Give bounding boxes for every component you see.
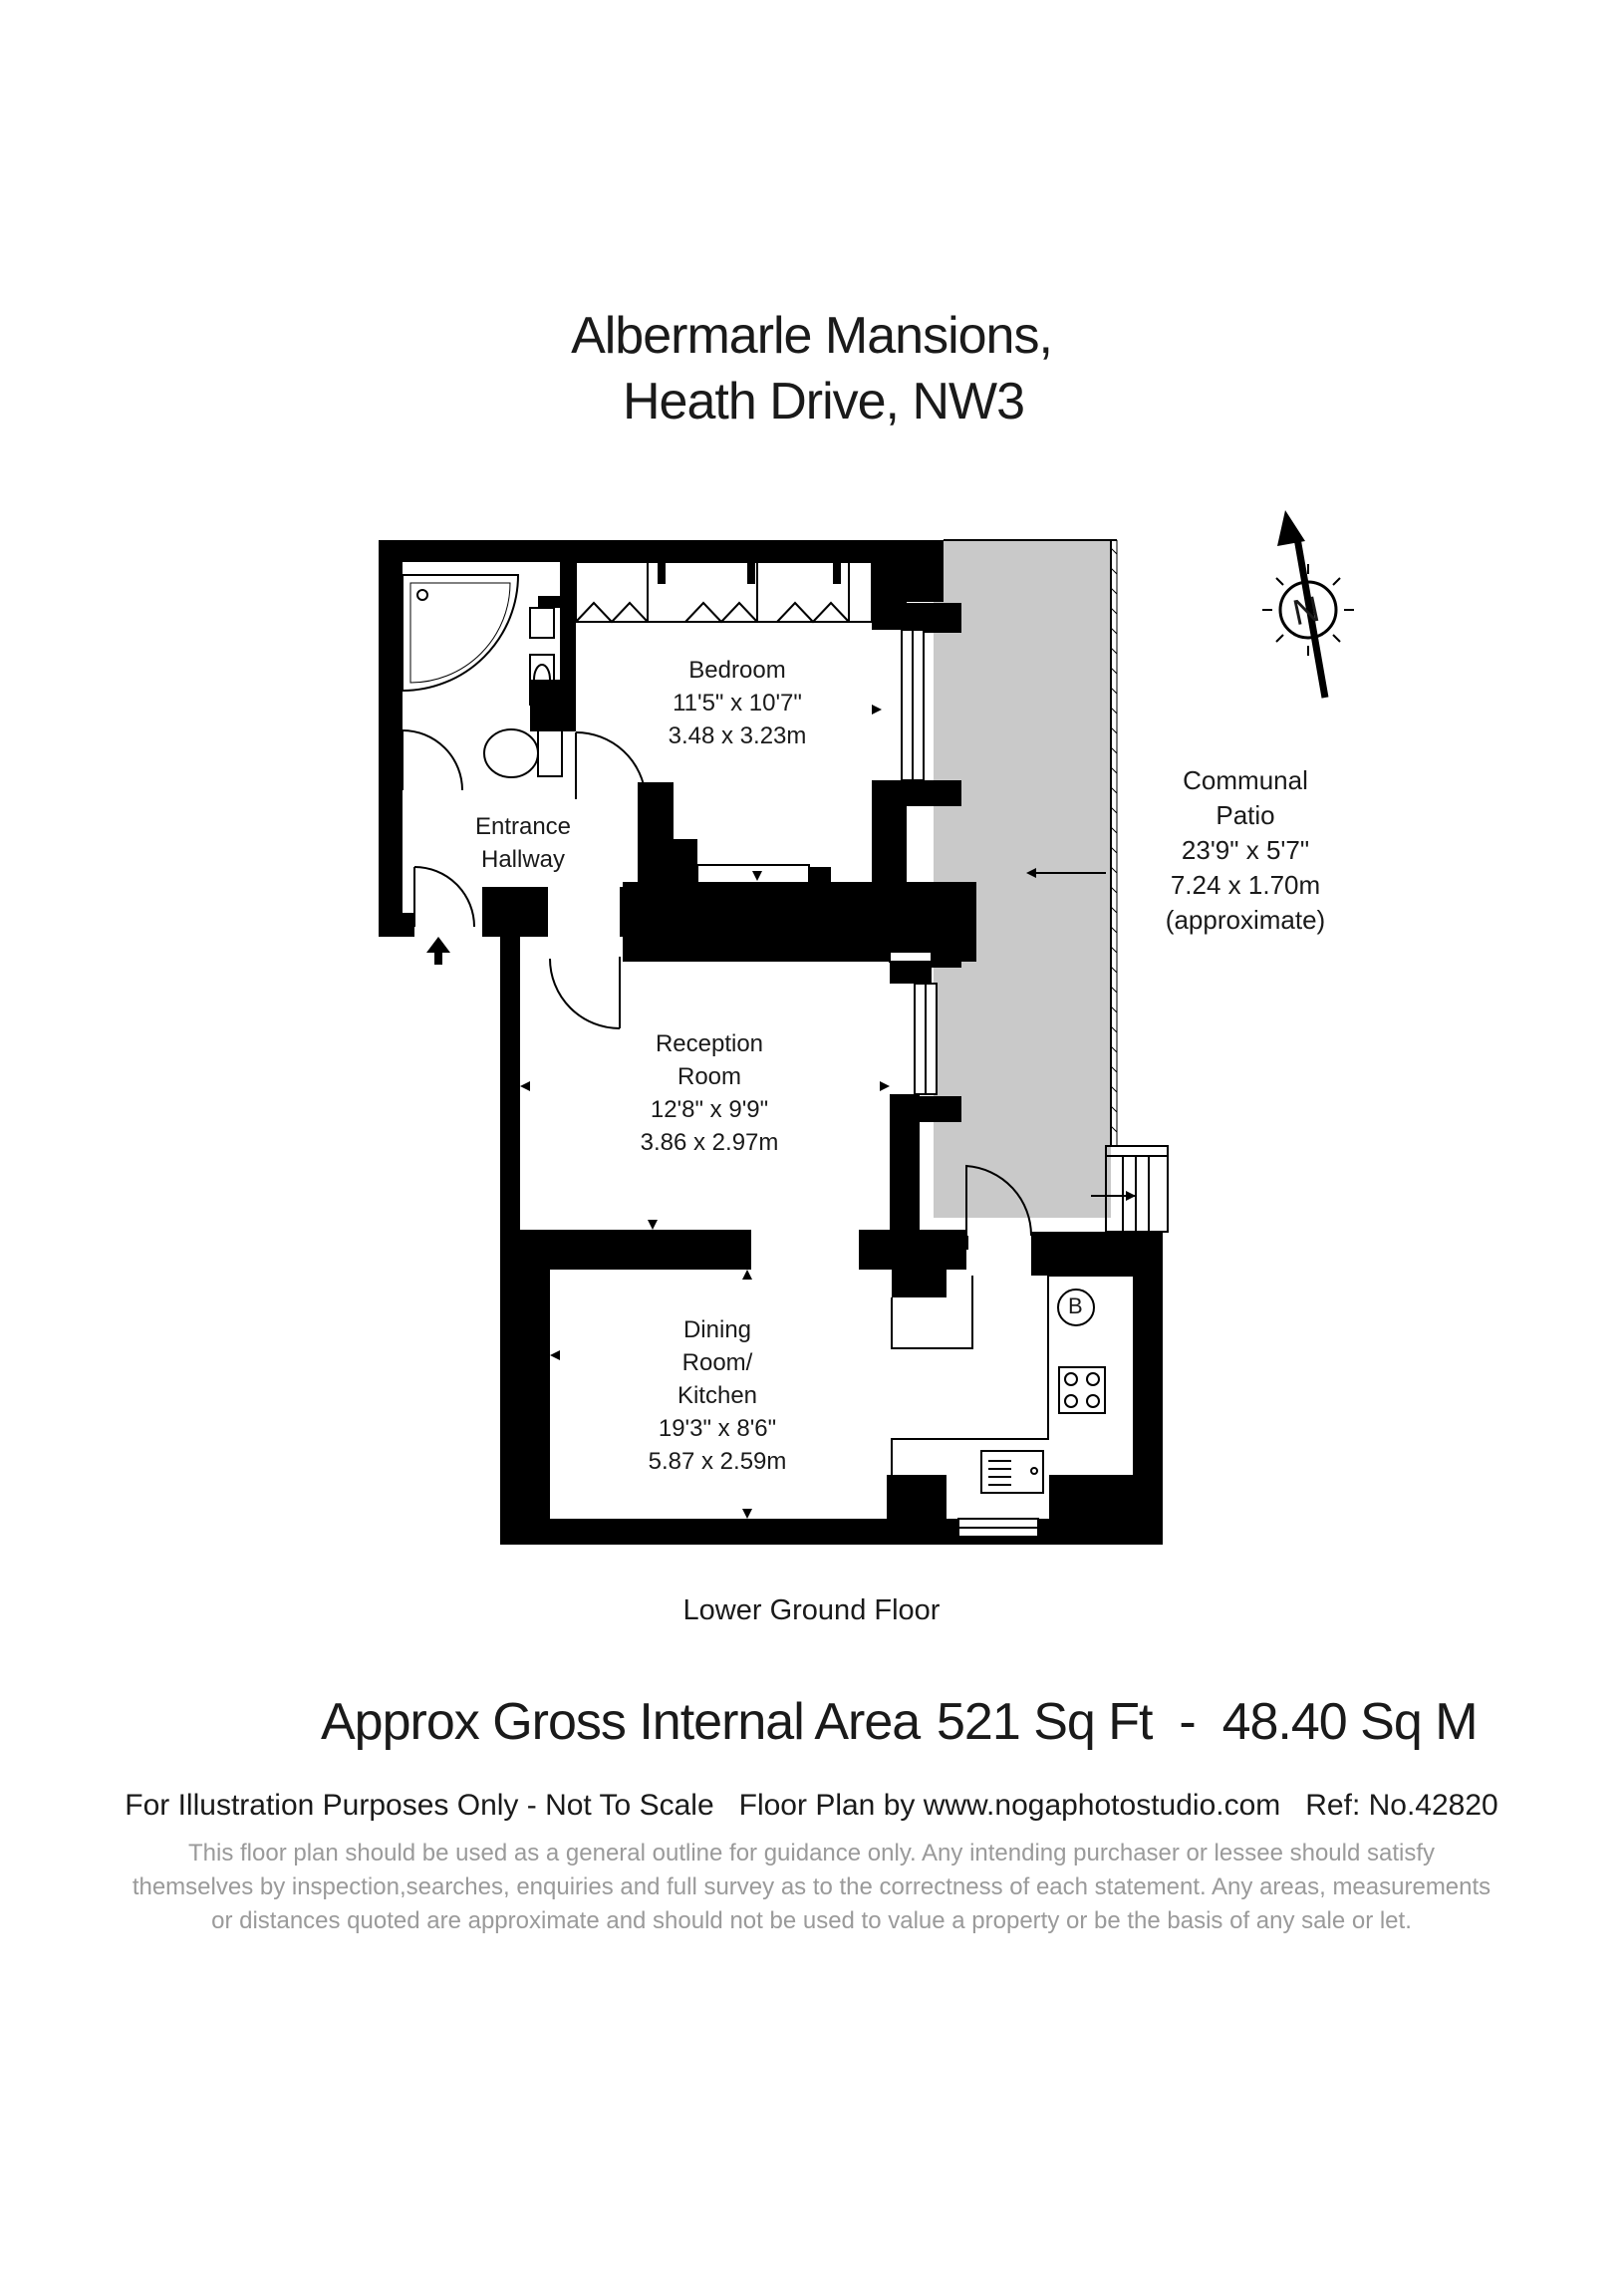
patio-metric: 7.24 x 1.70m	[1170, 870, 1321, 900]
entrance-hallway-label	[438, 810, 608, 876]
disclaimer-line2: themselves by inspection,searches, enquiries and full survey as to the correctness of each statement. Any areas, measurements	[132, 1873, 1491, 1900]
dining-name-line1: Dining	[682, 1316, 752, 1343]
wardrobe	[576, 562, 872, 622]
dining-kitchen-label	[618, 1313, 817, 1478]
communal-patio-label	[1146, 763, 1345, 938]
dining-imperial: 19'3" x 8'6"	[658, 1415, 777, 1442]
reception-name-line1: Reception	[655, 1030, 764, 1057]
reception-metric: 3.86 x 2.97m	[640, 1129, 779, 1156]
north-arrow-icon	[1277, 510, 1305, 546]
patio-name-line2: Patio	[1216, 800, 1275, 830]
disclaimer-text	[120, 1837, 1503, 1938]
bedroom-metric: 3.48 x 3.23m	[668, 722, 807, 749]
credits-line: For Illustration Purposes Only - Not To Scale Floor Plan by www.nogaphotostudio.com Ref: No.42820	[125, 1789, 1498, 1822]
dining-name-line2: Room/	[681, 1349, 753, 1376]
patio-note: (approximate)	[1165, 905, 1326, 935]
floor-label: Lower Ground Floor	[682, 1594, 941, 1626]
compass-north-label: N	[1288, 587, 1323, 634]
patio-name-line1: Communal	[1183, 765, 1308, 795]
toilet	[484, 729, 562, 777]
shower-tray	[403, 575, 518, 691]
dining-metric: 5.87 x 2.59m	[648, 1448, 787, 1475]
bedroom-label	[638, 654, 837, 752]
entrance-name-line1: Entrance	[474, 813, 572, 840]
reception-room-label	[610, 1027, 809, 1159]
gross-area-value: 521 Sq Ft - 48.40 Sq M	[937, 1693, 1478, 1751]
bedroom-imperial: 11'5" x 10'7"	[673, 690, 802, 717]
entrance-name-line2: Hallway	[480, 846, 566, 873]
plan-title-line1: Albermarle Mansions,	[571, 307, 1052, 365]
disclaimer-line3: or distances quoted are approximate and should not be used to value a property or be the basis of any sale or let.	[211, 1907, 1412, 1934]
reception-imperial: 12'8" x 9'9"	[650, 1096, 769, 1123]
entrance-arrow-icon	[426, 937, 450, 965]
reception-name-line2: Room	[676, 1063, 742, 1090]
dining-name-line3: Kitchen	[676, 1382, 758, 1409]
patio-imperial: 23'9" x 5'7"	[1181, 835, 1310, 865]
gross-area-label: Approx Gross Internal Area	[321, 1693, 921, 1751]
boiler-label: B	[1068, 1293, 1083, 1318]
plan-title-line2: Heath Drive, NW3	[623, 373, 1024, 430]
disclaimer-line1: This floor plan should be used as a general outline for guidance only. Any intending purchaser or lessee should satisfy	[188, 1840, 1435, 1866]
bedroom-name: Bedroom	[688, 657, 786, 684]
kitchen-units	[892, 1276, 1133, 1493]
